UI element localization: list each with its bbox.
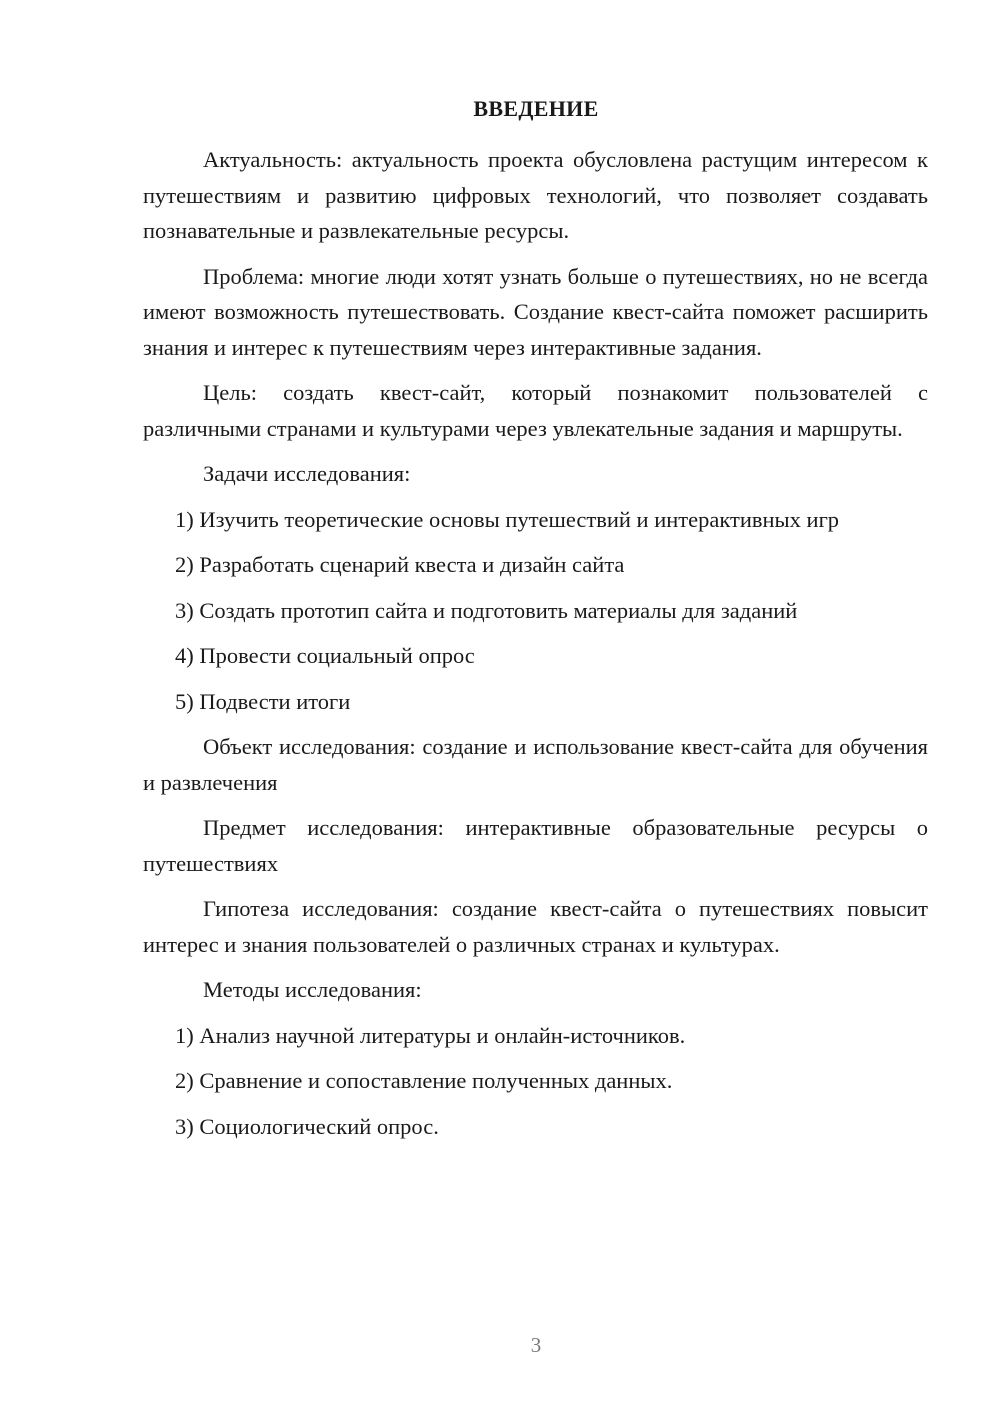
page-title: ВВЕДЕНИЕ <box>473 96 599 121</box>
problem-paragraph: Проблема: многие люди хотят узнать больше о путешествиях, но не всегда имеют возможность путешествовать. Создание квест-сайта поможет расширить знания и интерес к путешествиям через интерактивные задания. <box>143 263 928 360</box>
task-list-item: 3) Создать прототип сайта и подготовить материалы для заданий <box>175 597 798 623</box>
task-list-item: 5) Подвести итоги <box>175 688 351 714</box>
hypothesis-paragraph: Гипотеза исследования: создание квест-сайта о путешествиях повысит интерес и знания пользователей о различных странах и культурах. <box>143 896 928 957</box>
task-list-item: 1) Изучить теоретические основы путешествий и интерактивных игр <box>175 506 840 532</box>
method-list-item: 2) Сравнение и сопоставление полученных данных. <box>175 1068 673 1093</box>
task-list-item: 2) Разработать сценарий квеста и дизайн сайта <box>175 552 625 577</box>
subject-paragraph: Предмет исследования: интерактивные образовательные ресурсы о путешествиях <box>143 815 928 876</box>
document-body <box>143 142 928 1154</box>
method-list-item: 3) Социологический опрос. <box>175 1113 439 1139</box>
relevance-paragraph: Актуальность: актуальность проекта обусловлена растущим интересом к путешествиям и развитию цифровых технологий, что позволяет создавать познавательные и развлекательные ресурсы. <box>143 147 928 243</box>
task-list-item: 4) Провести социальный опрос <box>175 643 475 668</box>
methods-heading: Методы исследования: <box>203 977 422 1002</box>
tasks-heading: Задачи исследования: <box>203 461 411 486</box>
object-paragraph: Объект исследования: создание и использование квест-сайта для обучения и развлечения <box>143 734 928 795</box>
goal-paragraph: Цель: создать квест-сайт, который познакомит пользователей с различными странами и культурами через увлекательные задания и маршруты. <box>143 380 928 441</box>
method-list-item: 1) Анализ научной литературы и онлайн-источников. <box>175 1022 686 1048</box>
page-number: 3 <box>530 1333 542 1357</box>
